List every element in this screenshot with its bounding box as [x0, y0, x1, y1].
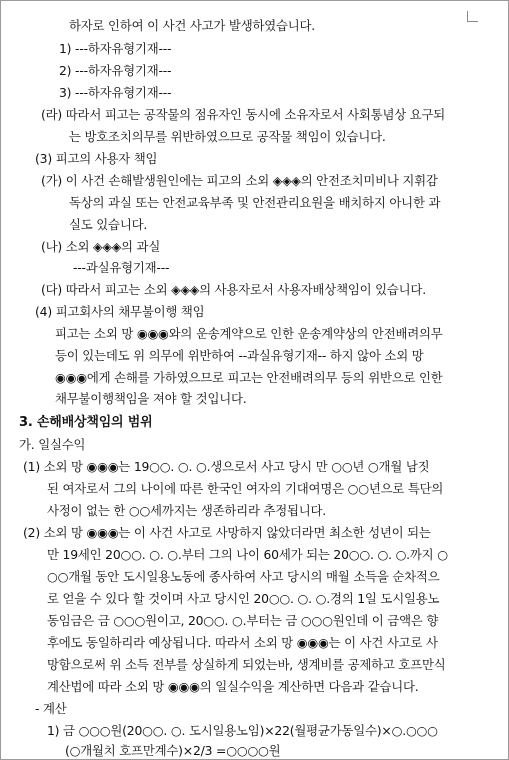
text-line: (2) 소외 망 ◉◉◉는 이 사건 사고로 사망하지 않았더라면 최소한 성년이 되는: [23, 525, 431, 540]
text-line: 피고는 소외 망 ◉◉◉와의 운송계약으로 인한 운송계약상의 안전배려의무: [55, 326, 443, 341]
text-line: 하자로 인하여 이 사건 사고가 발생하였습니다.: [69, 18, 316, 33]
text-line: 로 얻을 수 있다 할 것이며 사고 당시인 20○○. ○. ○.경의 1일 도시일용노: [47, 591, 440, 606]
subsection-heading: 가. 일실수익: [19, 437, 86, 452]
text-line: 1) 금 ○○○원(20○○. ○. 도시일용노임)×22(월평균가동일수)×○.○○○: [47, 723, 438, 738]
text-line: (다) 따라서 피고는 소외 ◈◈◈의 사용자로서 사용자배상책임이 있습니다.: [41, 282, 426, 297]
text-line: 1) ---하자유형기재---: [59, 41, 172, 56]
text-line: 는 방호조치의무를 위반하였으므로 공작물 책임이 있습니다.: [69, 129, 386, 144]
text-line: 2) ---하자유형기재---: [59, 63, 172, 78]
text-line: 만 19세인 20○○. ○. ○.부터 그의 나이 60세가 되는 20○○. ○. ○.까지 ○: [47, 547, 448, 562]
text-line: (3) 피고의 사용자 책임: [35, 151, 158, 166]
text-line: 채무불이행책임을 져야 할 것입니다.: [55, 391, 247, 406]
text-line: (1) 소외 망 ◉◉◉는 19○○. ○. ○.생으로서 사고 당시 만 ○○년 ○개월 남짓: [23, 459, 430, 474]
section-heading: 3. 손해배상책임의 범위: [19, 415, 153, 430]
text-line: ---과실유형기재---: [73, 260, 170, 275]
text-line: (나) 소외 ◈◈◈의 과실: [41, 239, 161, 254]
text-line: 된 여자로서 그의 나이에 따른 한국인 여자의 기대여명은 ○○년으로 특단의: [47, 481, 444, 496]
text-line: 사정이 없는 한 ○○세까지는 생존하리라 추정됩니다.: [47, 503, 327, 518]
text-line: ◉◉◉에게 손해를 가하였으므로 피고는 안전배려의무 등의 위반으로 인한: [55, 370, 443, 385]
text-line: 독상의 과실 또는 안전교육부족 및 안전관리요원을 배치하지 아니한 과: [69, 195, 441, 210]
text-line: 동임금은 금 ○○○원이고, 20○○. ○.부터는 금 ○○○원인데 이 금액은 향: [47, 613, 439, 628]
text-line: 3) ---하자유형기재---: [59, 85, 172, 100]
text-line: 망함으로써 위 소득 전부를 상실하게 되었는바, 생계비를 공제하고 호프만식: [47, 657, 446, 672]
text-line: 등이 있는데도 위 의무에 위반하여 --과실유형기재-- 하지 않아 소외 망: [55, 348, 424, 363]
text-line: (가) 이 사건 손해발생원인에는 피고의 소외 ◈◈◈의 안전조치미비나 지휘감: [41, 173, 438, 188]
text-line: 후에도 동일하리라 예상됩니다. 따라서 소외 망 ◉◉◉는 이 사건 사고로 사: [47, 635, 438, 650]
text-line: 실도 있습니다.: [69, 217, 148, 232]
text-line: (○개월치 호프만계수)×2/3 =○○○○원: [65, 743, 281, 758]
page-corner-mark: [467, 11, 478, 22]
text-line: (라) 따라서 피고는 공작물의 점유자인 동시에 소유자로서 사회통념상 요구되: [41, 107, 446, 122]
text-line: - 계산: [35, 701, 67, 716]
text-line: ○○개월 동안 도시일용노동에 종사하여 사고 당시의 매월 소득을 순차적으: [47, 569, 440, 584]
text-line: 계산법에 따라 소외 망 ◉◉◉의 일실수익을 계산하면 다음과 같습니다.: [47, 679, 419, 694]
text-line: (4) 피고회사의 채무불이행 책임: [35, 304, 205, 319]
